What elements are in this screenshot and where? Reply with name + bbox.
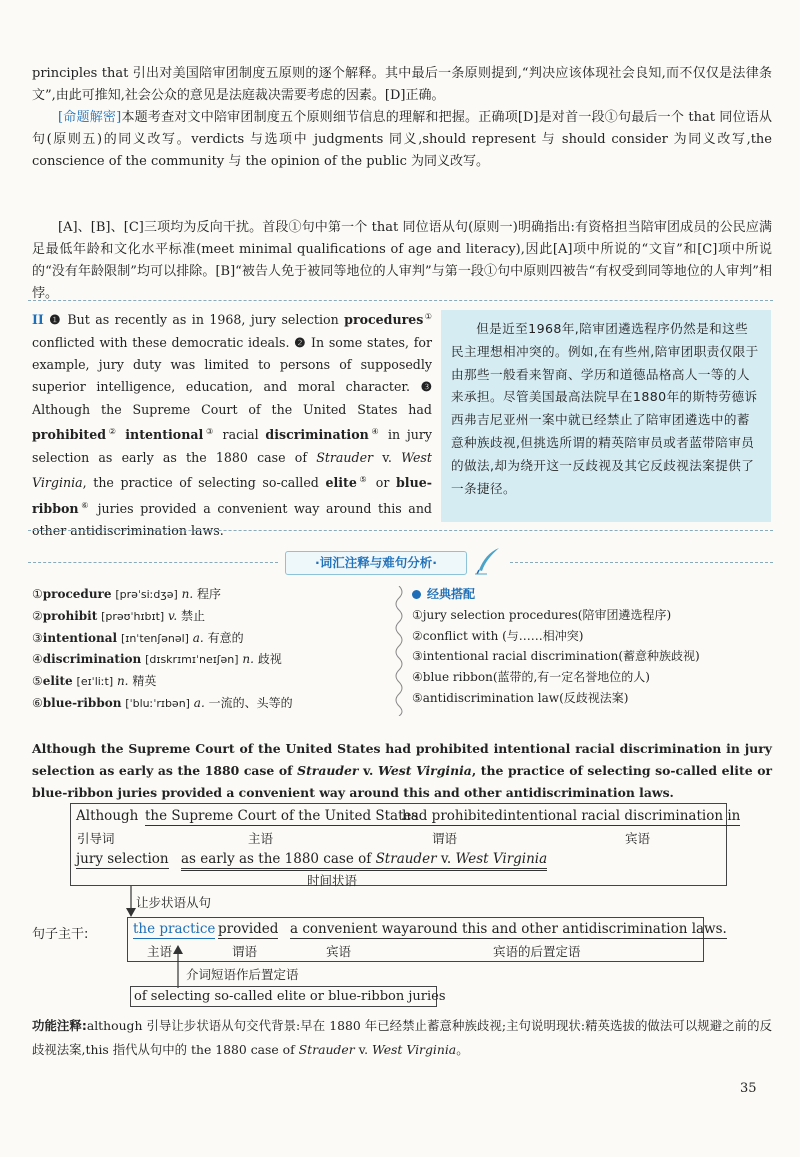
- footnote-3: ③: [203, 427, 216, 437]
- page-number: 35: [740, 1081, 757, 1096]
- label-object: 宾语: [625, 831, 651, 846]
- vocab-word: blue-ribbon: [42, 695, 122, 710]
- label-main-postmodifier: 宾语的后置定语: [493, 944, 581, 959]
- collocation-item: ③intentional racial discrimination(蓄意种族歧视): [412, 649, 700, 664]
- vocab-meaning: 精英: [132, 674, 157, 689]
- vocab-ipa: [ɪnˈtenʃənəl]: [120, 631, 189, 645]
- vocab-section-banner: ·词汇注释与难句分析·: [285, 551, 467, 575]
- case-name-west-virginia: West Virginia: [32, 449, 432, 491]
- word-although: Although: [76, 808, 139, 824]
- vocab-ipa: [prəˈsiːdʒə]: [115, 588, 178, 601]
- banner-rule-right: [510, 562, 773, 563]
- footnote-4: ④: [368, 427, 382, 437]
- vocab-item: [32, 606, 362, 628]
- passage-s3l: or: [375, 475, 390, 491]
- collocation-item: ②conflict with (与……相冲突): [412, 628, 584, 643]
- word-verb: had prohibited: [402, 808, 503, 824]
- vocab-meaning: 歧视: [257, 652, 282, 667]
- label-conjunction: 引导词: [77, 831, 115, 846]
- difficult-sentence: [32, 738, 772, 804]
- vocab-num: ④: [32, 652, 43, 667]
- collocation-item: ①jury selection procedures(陪审团遴选程序): [412, 607, 672, 622]
- vocabulary-list: [32, 584, 362, 715]
- vocab-meaning: 禁止: [181, 608, 206, 623]
- vocab-item: [32, 671, 362, 693]
- intro-paragraph-1: [32, 63, 772, 107]
- vocab-ipa: [prəʊˈhɪbɪt]: [101, 609, 165, 623]
- word-object: intentional racial discrimination in: [503, 808, 741, 824]
- main-postmodifier: around this and other antidiscrimination laws.: [409, 921, 727, 937]
- vocab-word: prohibit: [42, 608, 98, 623]
- intro-text-2: 本题考查对文中陪审团制度五个原则细节信息的理解和把握。正确项[D]是对首一段①句最后一个 that 同位语从句(原则五)的同义改写。verdicts 与选项中 judgments 同义,should represent 与 should consider 为同义改写,the conscience of the community 与 the opinion of the public 为同义改写。: [32, 110, 772, 169]
- vocab-meaning: 程序: [197, 587, 222, 601]
- passage-s3j: , the practice of selecting so-called: [82, 475, 319, 491]
- vocab-item: [32, 693, 362, 715]
- main-object: a convenient way: [290, 921, 409, 937]
- passage-s3d: racial: [222, 427, 259, 443]
- vocab-num: ①: [32, 587, 43, 601]
- label-prep-phrase: 介词短语作后置定语: [186, 967, 299, 982]
- vocab-num: ⑥: [32, 695, 43, 710]
- bullet-icon: [412, 590, 421, 599]
- vocab-num: ②: [32, 608, 43, 623]
- mingti-jiemi-tag: [命题解密]: [58, 110, 122, 125]
- collocation-list: [412, 584, 772, 709]
- footnote-1: ①: [423, 312, 432, 321]
- vocab-ipa: [ˈbluːˈrɪbən]: [125, 696, 190, 710]
- footnote-5: ⑤: [356, 475, 370, 485]
- vocab-meaning: 一流的、头等的: [208, 695, 293, 710]
- passage-s2: In some states, for example, jury duty was limited to persons of supposedly superior intelligence, education, and moral character.: [32, 334, 432, 395]
- intro-paragraph-3: [32, 217, 772, 305]
- sentence-part-a: Although the Supreme Court of the United States had prohibited intentional racial discrimination in jury selection as early as the 1880 case of: [32, 741, 772, 778]
- function-note-text: although 引导让步状语从句交代背景:早在 1880 年已经禁止蓄意种族歧视;主句说明现状:精英选拔的做法可以规避之前的反歧视法案,this 指代从句中的 the 1880 case of: [32, 1018, 772, 1057]
- note-end: 。: [456, 1042, 469, 1057]
- vocab-word: elite: [42, 674, 73, 689]
- vocab-meaning: 有意的: [207, 630, 244, 645]
- word-subject: the Supreme Court of the United States: [145, 808, 419, 824]
- passage-s3f: in jury selection as early as the 1880 case of: [32, 427, 432, 465]
- divider-top: [28, 300, 773, 301]
- vocab-pos: a.: [192, 630, 204, 645]
- collocation-title: 经典搭配: [427, 587, 476, 601]
- label-main-subject: 主语: [147, 944, 173, 959]
- word-time-adverbial: [181, 850, 547, 871]
- sentence-case-v: v.: [363, 763, 374, 778]
- vocab-word-prohibited: prohibited: [32, 427, 107, 443]
- footnote-2: ②: [106, 427, 119, 437]
- collocation-item: ⑤antidiscrimination law(反歧视法案): [412, 690, 629, 705]
- intro-text-1: principles that 引出对美国陪审团制度五原则的逐个解释。其中最后一条原则提到,“判决应该体现社会良知,而不仅仅是法律条文”,由此可推知,社会公众的意见是法庭裁决需要考虑的因素。[D]正确。: [32, 66, 772, 103]
- vocab-word-procedures: procedures: [344, 312, 424, 328]
- label-main-clause: 句子主干:: [32, 927, 89, 942]
- vocab-word: procedure: [42, 587, 112, 601]
- collocation-heading: [412, 584, 772, 605]
- time-case-west-virginia: West Virginia: [455, 851, 548, 867]
- prep-phrase: of selecting so-called elite or blue-ribbon juries: [134, 989, 446, 1004]
- label-subject: 主语: [248, 831, 274, 846]
- paragraph-number: II: [32, 312, 44, 328]
- sentence-case-west-virginia: West Virginia: [377, 763, 472, 778]
- passage-paragraph: [32, 306, 432, 543]
- sentence-part-e: , the practice of selecting so-called elite or blue-ribbon juries provided a convenient way around this and other antidiscrimination laws.: [32, 763, 772, 800]
- translation-box: 但是近至1968年,陪审团遴选程序仍然是和这些民主理想相冲突的。例如,在有些州,陪审团职责仅限于由那些一般看来智商、学历和道德品格高人一等的人来承担。尽管美国最高法院早在1880年的斯特劳德诉西弗吉尼亚州一案中就已经禁止了陪审团遴选中的蓄意种族歧视,但挑选所谓的精英陪审员或者蓝带陪审员的做法,却为绕开这一反歧视及其它反歧视法案提供了一条捷径。: [441, 310, 771, 522]
- vocab-ipa: [dɪskrɪmɪˈneɪʃən]: [145, 653, 239, 667]
- sentence-marker-3: ❸: [420, 379, 433, 395]
- quill-icon: [473, 546, 503, 576]
- vocab-num: ⑤: [32, 674, 43, 689]
- time-case-v: v.: [440, 851, 452, 867]
- vocab-pos: n.: [181, 587, 194, 601]
- function-note: [32, 1014, 772, 1062]
- main-verb: provided: [218, 921, 279, 937]
- case-v: v.: [382, 449, 392, 465]
- vocab-pos: a.: [193, 695, 205, 710]
- sentence-marker-2: ❷: [294, 334, 307, 350]
- vocab-word-discrimination: discrimination: [265, 427, 369, 443]
- vocab-pos: n.: [116, 674, 129, 689]
- vocab-pos: v.: [168, 608, 178, 623]
- footnote-6: ⑥: [78, 500, 91, 510]
- wave-divider: [393, 586, 405, 716]
- note-case-v: v.: [358, 1042, 369, 1057]
- note-case-strauder: Strauder: [298, 1042, 355, 1057]
- case-name-strauder: Strauder: [316, 449, 374, 465]
- collocation-item: ④blue ribbon(蓝带的,有一定名誉地位的人): [412, 670, 650, 685]
- passage-s3a: Although the Supreme Court of the United States had: [32, 401, 432, 417]
- divider-middle: [28, 530, 773, 531]
- vocab-word-elite: elite: [325, 475, 357, 491]
- vocab-word: intentional: [42, 630, 118, 645]
- vocab-item: [32, 628, 362, 650]
- sentence-marker-1: ❶: [49, 312, 62, 328]
- note-case-west-virginia: West Virginia: [372, 1042, 457, 1057]
- vocab-word: discrimination: [42, 652, 142, 667]
- word-object-cont: jury selection: [76, 851, 169, 867]
- time-case-strauder: Strauder: [375, 851, 437, 867]
- main-subject: the practice: [133, 921, 216, 937]
- vocab-word-blue-ribbon: blue-ribbon: [32, 475, 432, 516]
- label-time: 时间状语: [307, 873, 358, 888]
- vocab-item: [32, 649, 362, 671]
- function-note-label: 功能注释:: [32, 1018, 87, 1033]
- passage-s1a: But as recently as in 1968, jury selection: [67, 312, 339, 328]
- vocab-pos: n.: [242, 652, 254, 667]
- passage-s1c: conflicted with these democratic ideals.: [32, 334, 290, 350]
- vocab-num: ③: [32, 630, 43, 645]
- banner-rule-left: [28, 562, 278, 563]
- label-concessive-clause: 让步状语从句: [136, 895, 212, 910]
- sentence-case-strauder: Strauder: [297, 763, 359, 778]
- intro-paragraph-2: [32, 107, 772, 173]
- intro-text-3: [A]、[B]、[C]三项均为反向干扰。首段①句中第一个 that 同位语从句(原则一)明确指出:有资格担当陪审团成员的公民应满足最低年龄和文化水平标准(meet minimal qualifications of age and literacy),因此[A]项中所说的“文盲”和[C]项中所说的“没有年龄限制”均可以排除。[B]“被告人免于被同等地位的人审判”与第一段①句中原则四被告“有权受到同等地位的人审判”相悖。: [32, 220, 772, 301]
- passage-s3n: juries provided a convenient way around this and other antidiscrimination laws.: [32, 501, 432, 539]
- vocab-item: [32, 584, 362, 606]
- time-part-a: as early as the 1880 case of: [181, 851, 372, 867]
- vocab-ipa: [eɪˈliːt]: [76, 675, 114, 689]
- label-verb: 谓语: [432, 831, 458, 846]
- label-main-object: 宾语: [326, 944, 352, 959]
- vocab-word-intentional: intentional: [125, 427, 204, 443]
- label-main-verb: 谓语: [232, 944, 258, 959]
